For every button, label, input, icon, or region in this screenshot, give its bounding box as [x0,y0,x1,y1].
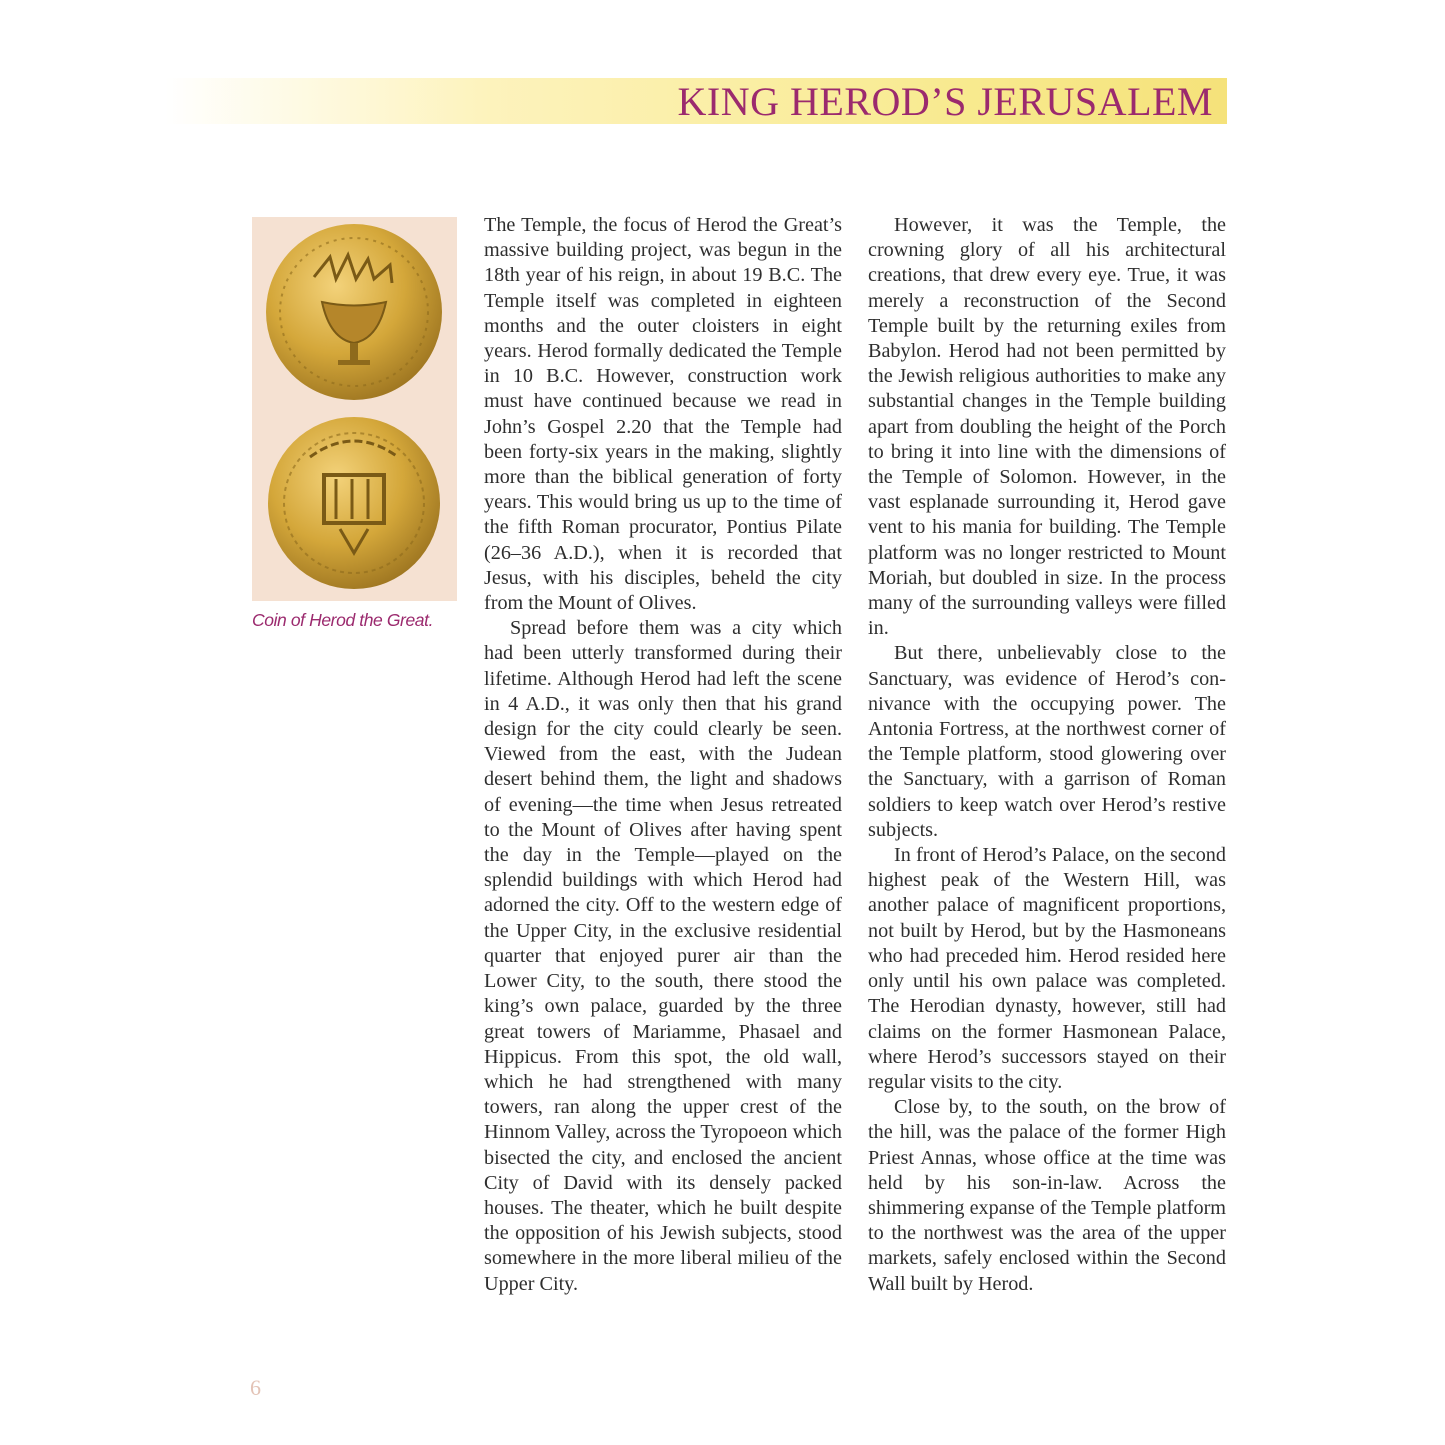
coin-obverse [266,224,442,400]
coin-photo [252,217,457,601]
page-title: KING HEROD’S JERUSALEM [677,79,1213,124]
paragraph: The Temple, the focus of Herod the Great’s massive building project, was begun in the 18th year of his reign, in about 19 B.C. The Temple itself was completed in eighteen months and the outer cloisters in eight years. Herod formally dedicated the Temple in 10 B.C. However, construction work must have continued because we read in John’s Gospel 2.20 that the Temple had been forty-six years in the making, slightly more than the biblical generation of forty years. This would bring us up to the time of the fifth Roman procurator, Pontius Pilate (26–36 A.D.), when it is recorded that Jesus, with his disciples, beheld the city from the Mount of Olives. [484,214,842,615]
paragraph: Spread before them was a city which had been utterly transformed during their lifetime. Although Herod had left the scene in 4 A.D., it was only then that his grand design for the city could clearly be seen. Viewed from the east, with the Judean desert behind them, the light and shadows of evening—the time when Jesus retreated to the Mount of Olives after having spent the day in the Temple—played on the splendid buildings with which Herod had adorned the city. Off to the western edge of the Upper City, in the exclusive residential quarter that enjoyed purer air than the Lower City, to the south, there stood the king’s own palace, guarded by the three great towers of Mariamme, Phasael and Hippicus. From this spot, the old wall, which he had strengthened with many towers, ran along the upper crest of the Hinnom Valley, across the Tyropoeon which bisected the city, and enclosed the ancient City of David with its densely packed houses. The theater, which he built despite the opposition of his Jewish subjects, stood somewhere in the more liberal milieu of the Upper City. [484,617,842,1295]
figure-caption: Coin of Herod the Great. [252,610,434,630]
coin-reverse [268,417,440,589]
paragraph: However, it was the Temple, the crowning glory of all his architectural creations, that drew every eye. True, it was merely a reconstruction of the Second Temple built by the returning exiles from Babylon. Herod had not been permitted by the Jewish religious authorities to make any substantial changes in the Temple building apart from doubling the height of the Porch to bring it into line with the dimensions of the Temple of Solomon. However, in the vast esplanade surrounding it, Herod gave vent to his mania for building. The Temple platform was no longer restricted to Mount Moriah, but doubled in size. In the process many of the surrounding valleys were filled in. [868,214,1226,640]
paragraph: But there, unbelievably close to the Sanctuary, was evidence of Herod’s connivance with the occupying power. The Antonia Fortress, at the northwest corner of the Temple platform, stood glowering over the Sanctuary, with a garrison of Roman soldiers to keep watch over Herod’s restive subjects. [868,642,1226,841]
text-column-1 [484,213,842,1297]
page-number: 6 [250,1375,261,1400]
paragraph: Close by, to the south, on the brow of the hill, was the palace of the former High Priest Annas, whose office at the time was held by his son-in-law. Across the shimmering expanse of the Temple platform to the northwest was the area of the upper markets, safely enclosed within the Second Wall built by Herod. [868,1096,1226,1295]
text-column-2 [868,213,1226,1297]
paragraph: In front of Herod’s Palace, on the second highest peak of the Western Hill, was another palace of magnificent proportions, not built by Herod, but by the Hasmoneans who had preceded him. Herod resided here only until his own palace was completed. The Herodian dynasty, however, still had claims on the former Hasmonean Palace, where Herod’s successors stayed on their regular visits to the city. [868,844,1226,1093]
title-band [165,78,1227,124]
